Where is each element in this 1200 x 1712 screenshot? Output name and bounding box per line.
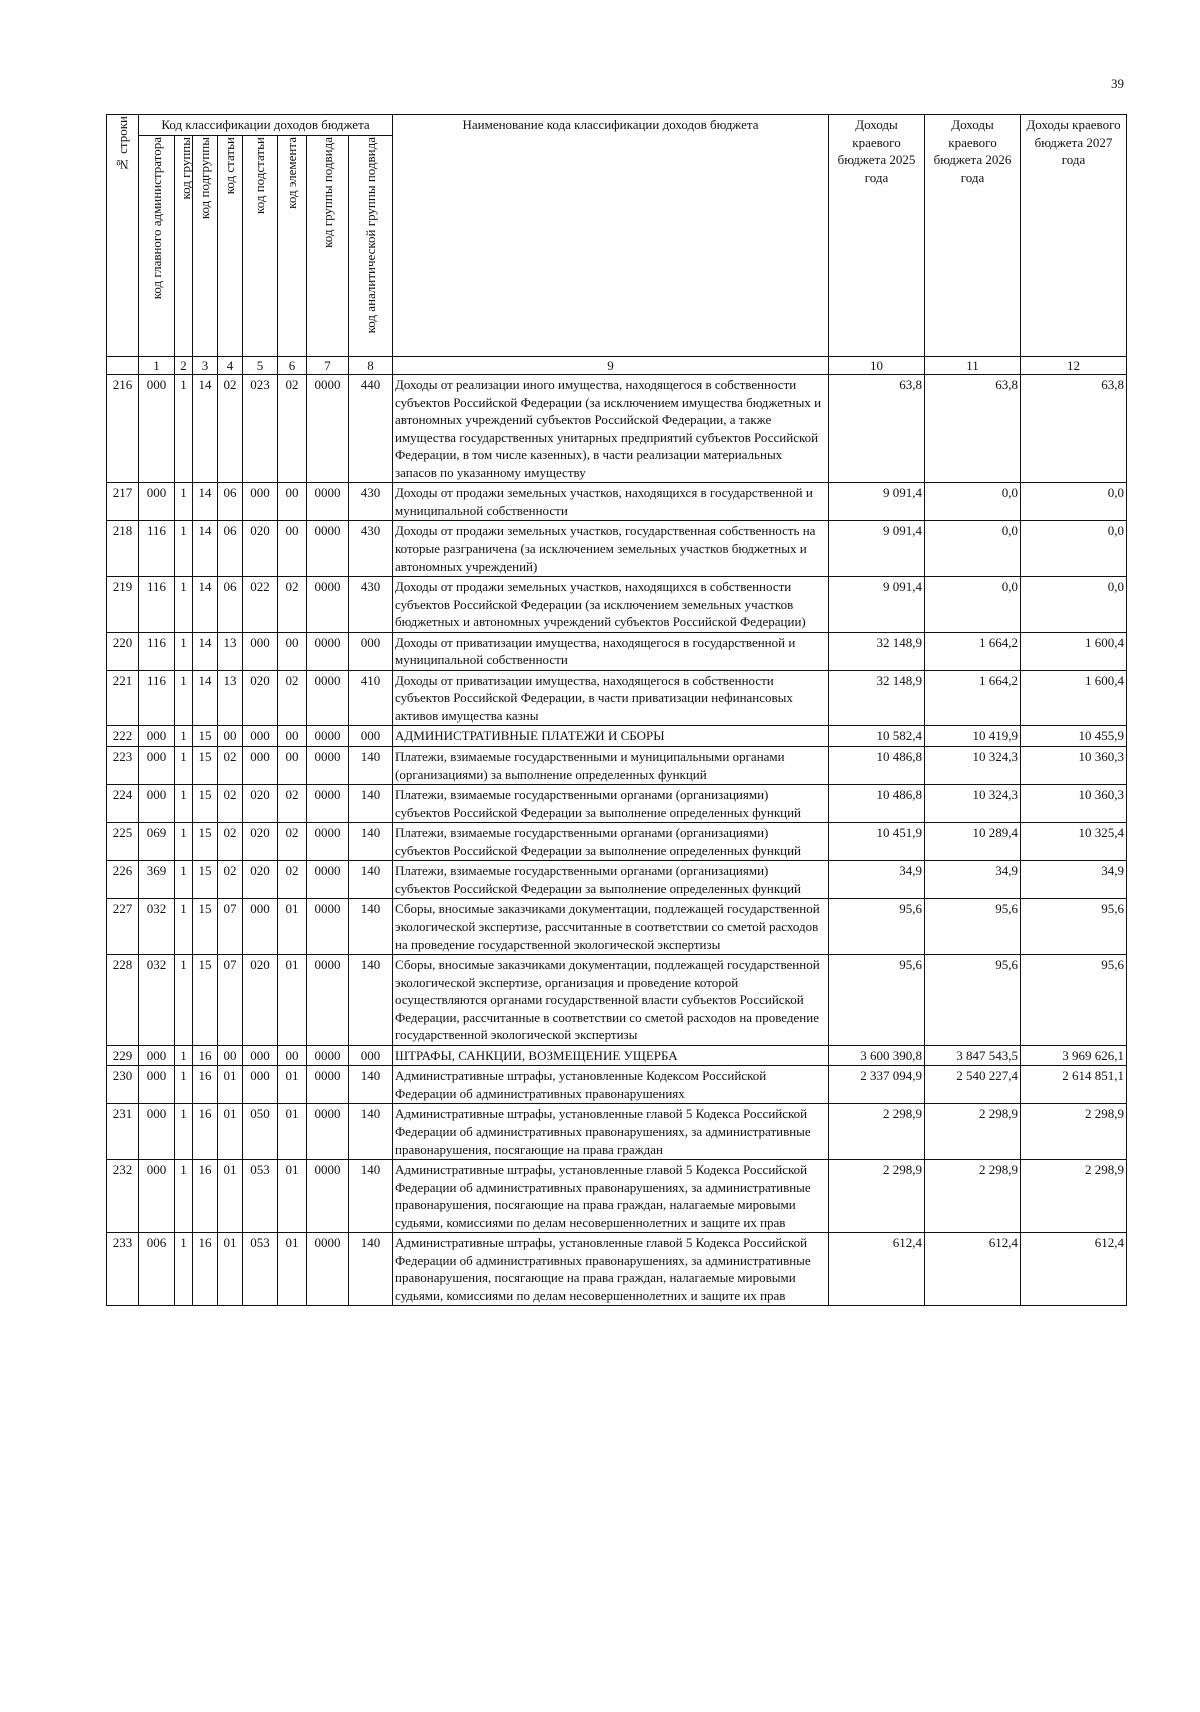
- income-2026: 95,6: [925, 955, 1021, 1046]
- subgroup-code: 16: [193, 1160, 218, 1233]
- subtype-group-code: 0000: [307, 483, 349, 521]
- subgroup-code: 14: [193, 521, 218, 577]
- element-code: 02: [278, 670, 307, 726]
- income-2025: 9 091,4: [829, 577, 925, 633]
- article-code: 07: [218, 955, 243, 1046]
- table-row: [107, 632, 1127, 670]
- header-analytic-group-code: код аналитической группы подвида: [349, 135, 393, 356]
- subarticle-code: 050: [243, 1104, 278, 1160]
- income-2027: 612,4: [1021, 1233, 1127, 1306]
- row-number: 232: [107, 1160, 139, 1233]
- element-code: 01: [278, 1233, 307, 1306]
- income-2025: 9 091,4: [829, 483, 925, 521]
- row-number: 219: [107, 577, 139, 633]
- admin-code: 032: [139, 955, 175, 1046]
- revenue-name: Платежи, взимаемые государственными и муниципальными органами (организациями) за выполнение определенных функций: [393, 747, 829, 785]
- subgroup-code: 15: [193, 899, 218, 955]
- group-code: 1: [175, 670, 193, 726]
- admin-code: 369: [139, 861, 175, 899]
- element-code: 01: [278, 1066, 307, 1104]
- income-2027: 95,6: [1021, 955, 1127, 1046]
- income-2026: 1 664,2: [925, 670, 1021, 726]
- income-2025: 32 148,9: [829, 632, 925, 670]
- article-code: 01: [218, 1233, 243, 1306]
- header-income-2027: Доходы краевого бюджета 2027 года: [1021, 115, 1127, 357]
- subarticle-code: 022: [243, 577, 278, 633]
- subarticle-code: 000: [243, 899, 278, 955]
- subarticle-code: 020: [243, 823, 278, 861]
- admin-code: 116: [139, 632, 175, 670]
- group-code: 1: [175, 955, 193, 1046]
- admin-code: 000: [139, 1045, 175, 1066]
- article-code: 01: [218, 1104, 243, 1160]
- income-2025: 95,6: [829, 955, 925, 1046]
- table-row: [107, 375, 1127, 483]
- analytic-group-code: 140: [349, 1104, 393, 1160]
- analytic-group-code: 000: [349, 726, 393, 747]
- income-2027: 95,6: [1021, 899, 1127, 955]
- row-number: 217: [107, 483, 139, 521]
- income-2025: 2 298,9: [829, 1104, 925, 1160]
- income-2026: 95,6: [925, 899, 1021, 955]
- subtype-group-code: 0000: [307, 785, 349, 823]
- subgroup-code: 14: [193, 670, 218, 726]
- revenue-name: Доходы от продажи земельных участков, государственная собственность на которые разграничена (за исключением земельных участков бюджетных и автономных учреждений): [393, 521, 829, 577]
- table-row: [107, 747, 1127, 785]
- revenue-name: Доходы от продажи земельных участков, находящихся в собственности субъектов Российской Федерации (за исключением земельных участков бюджетных и автономных учреждений субъектов Российской Федерации): [393, 577, 829, 633]
- subtype-group-code: 0000: [307, 726, 349, 747]
- row-number: 227: [107, 899, 139, 955]
- admin-code: 000: [139, 726, 175, 747]
- revenue-name: Платежи, взимаемые государственными органами (организациями) субъектов Российской Федерации за выполнение определенных функций: [393, 785, 829, 823]
- header-income-2026: Доходы краевого бюджета 2026 года: [925, 115, 1021, 357]
- column-number: 1: [139, 356, 175, 375]
- revenue-name: Административные штрафы, установленные главой 5 Кодекса Российской Федерации об административных правонарушениях, за административные правонарушения, посягающие на права граждан, налагаемые мировыми судьями, комиссиями по делам несовершеннолетних и защите их прав: [393, 1233, 829, 1306]
- table-row: [107, 1104, 1127, 1160]
- subarticle-code: 020: [243, 785, 278, 823]
- group-code: 1: [175, 861, 193, 899]
- subgroup-code: 16: [193, 1104, 218, 1160]
- admin-code: 116: [139, 521, 175, 577]
- table-row: [107, 726, 1127, 747]
- income-2025: 95,6: [829, 899, 925, 955]
- header-article-code: код статьи: [218, 135, 243, 356]
- analytic-group-code: 140: [349, 1160, 393, 1233]
- group-code: 1: [175, 726, 193, 747]
- income-2026: 10 419,9: [925, 726, 1021, 747]
- analytic-group-code: 140: [349, 1233, 393, 1306]
- element-code: 01: [278, 1160, 307, 1233]
- admin-code: 000: [139, 1104, 175, 1160]
- subtype-group-code: 0000: [307, 823, 349, 861]
- analytic-group-code: 140: [349, 1066, 393, 1104]
- subtype-group-code: 0000: [307, 861, 349, 899]
- element-code: 00: [278, 747, 307, 785]
- income-2027: 2 298,9: [1021, 1104, 1127, 1160]
- analytic-group-code: 140: [349, 861, 393, 899]
- income-2025: 10 486,8: [829, 747, 925, 785]
- subtype-group-code: 0000: [307, 1045, 349, 1066]
- article-code: 02: [218, 785, 243, 823]
- header-subarticle-code: код подстатьи: [243, 135, 278, 356]
- row-number: 228: [107, 955, 139, 1046]
- table-row: [107, 670, 1127, 726]
- income-2027: 1 600,4: [1021, 632, 1127, 670]
- column-number: 12: [1021, 356, 1127, 375]
- analytic-group-code: 440: [349, 375, 393, 483]
- analytic-group-code: 000: [349, 632, 393, 670]
- income-2027: 10 360,3: [1021, 785, 1127, 823]
- subgroup-code: 15: [193, 785, 218, 823]
- income-2027: 0,0: [1021, 521, 1127, 577]
- group-code: 1: [175, 1160, 193, 1233]
- table-row: [107, 1160, 1127, 1233]
- row-number: 220: [107, 632, 139, 670]
- column-number: [107, 356, 139, 375]
- group-code: 1: [175, 823, 193, 861]
- income-2025: 2 298,9: [829, 1160, 925, 1233]
- subarticle-code: 000: [243, 1066, 278, 1104]
- table-row: [107, 899, 1127, 955]
- income-2027: 3 969 626,1: [1021, 1045, 1127, 1066]
- header-admin-code: код главного администратора: [139, 135, 175, 356]
- row-number: 224: [107, 785, 139, 823]
- table-row: [107, 521, 1127, 577]
- income-2026: 10 324,3: [925, 747, 1021, 785]
- admin-code: 000: [139, 375, 175, 483]
- income-2026: 2 298,9: [925, 1104, 1021, 1160]
- subgroup-code: 16: [193, 1045, 218, 1066]
- header-group-code: код группы: [175, 135, 193, 356]
- subarticle-code: 020: [243, 955, 278, 1046]
- group-code: 1: [175, 1233, 193, 1306]
- subarticle-code: 000: [243, 747, 278, 785]
- table-row: [107, 1233, 1127, 1306]
- analytic-group-code: 430: [349, 521, 393, 577]
- row-number: 223: [107, 747, 139, 785]
- subgroup-code: 16: [193, 1233, 218, 1306]
- column-number: 5: [243, 356, 278, 375]
- row-number: 231: [107, 1104, 139, 1160]
- group-code: 1: [175, 1104, 193, 1160]
- header-subgroup-code: код подгруппы: [193, 135, 218, 356]
- row-number: 222: [107, 726, 139, 747]
- analytic-group-code: 000: [349, 1045, 393, 1066]
- column-number: 2: [175, 356, 193, 375]
- group-code: 1: [175, 1045, 193, 1066]
- income-2026: 612,4: [925, 1233, 1021, 1306]
- article-code: 02: [218, 375, 243, 483]
- article-code: 01: [218, 1160, 243, 1233]
- group-code: 1: [175, 521, 193, 577]
- article-code: 07: [218, 899, 243, 955]
- element-code: 02: [278, 577, 307, 633]
- income-2025: 63,8: [829, 375, 925, 483]
- element-code: 01: [278, 955, 307, 1046]
- admin-code: 000: [139, 483, 175, 521]
- revenue-name: Административные штрафы, установленные Кодексом Российской Федерации об административных правонарушениях: [393, 1066, 829, 1104]
- income-2026: 0,0: [925, 483, 1021, 521]
- subarticle-code: 020: [243, 670, 278, 726]
- income-2026: 1 664,2: [925, 632, 1021, 670]
- article-code: 00: [218, 726, 243, 747]
- revenue-name: Платежи, взимаемые государственными органами (организациями) субъектов Российской Федерации за выполнение определенных функций: [393, 861, 829, 899]
- element-code: 00: [278, 483, 307, 521]
- element-code: 02: [278, 785, 307, 823]
- subtype-group-code: 0000: [307, 670, 349, 726]
- group-code: 1: [175, 785, 193, 823]
- article-code: 06: [218, 577, 243, 633]
- income-2027: 1 600,4: [1021, 670, 1127, 726]
- subtype-group-code: 0000: [307, 577, 349, 633]
- income-2025: 32 148,9: [829, 670, 925, 726]
- income-2026: 2 298,9: [925, 1160, 1021, 1233]
- row-number: 233: [107, 1233, 139, 1306]
- row-number: 230: [107, 1066, 139, 1104]
- analytic-group-code: 430: [349, 577, 393, 633]
- income-2026: 10 324,3: [925, 785, 1021, 823]
- admin-code: 032: [139, 899, 175, 955]
- page-number: 39: [1111, 76, 1124, 91]
- income-2025: 10 582,4: [829, 726, 925, 747]
- income-2026: 2 540 227,4: [925, 1066, 1021, 1104]
- column-number: 7: [307, 356, 349, 375]
- revenue-name: Доходы от продажи земельных участков, находящихся в государственной и муниципальной собственности: [393, 483, 829, 521]
- income-2027: 10 360,3: [1021, 747, 1127, 785]
- header-income-2025: Доходы краевого бюджета 2025 года: [829, 115, 925, 357]
- subtype-group-code: 0000: [307, 747, 349, 785]
- group-code: 1: [175, 375, 193, 483]
- group-code: 1: [175, 483, 193, 521]
- element-code: 00: [278, 1045, 307, 1066]
- element-code: 01: [278, 1104, 307, 1160]
- article-code: 02: [218, 861, 243, 899]
- revenue-name: Доходы от приватизации имущества, находящегося в государственной и муниципальной собственности: [393, 632, 829, 670]
- table-row: [107, 823, 1127, 861]
- subtype-group-code: 0000: [307, 1066, 349, 1104]
- admin-code: 006: [139, 1233, 175, 1306]
- table-row: [107, 861, 1127, 899]
- table-row: [107, 577, 1127, 633]
- group-code: 1: [175, 1066, 193, 1104]
- subarticle-code: 020: [243, 861, 278, 899]
- column-number: 4: [218, 356, 243, 375]
- subgroup-code: 14: [193, 577, 218, 633]
- column-number: 9: [393, 356, 829, 375]
- subtype-group-code: 0000: [307, 1233, 349, 1306]
- income-2027: 10 325,4: [1021, 823, 1127, 861]
- revenue-name: Доходы от реализации иного имущества, находящегося в собственности субъектов Российской Федерации (за исключением имущества бюджетных и автономных учреждений субъектов Российской Федерации, а также имущества государственных унитарных предприятий субъектов Российской Федерации, в том числе казенных), в части реализации материальных запасов по указанному имуществу: [393, 375, 829, 483]
- article-code: 06: [218, 483, 243, 521]
- income-2027: 2 298,9: [1021, 1160, 1127, 1233]
- subtype-group-code: 0000: [307, 632, 349, 670]
- admin-code: 116: [139, 670, 175, 726]
- analytic-group-code: 140: [349, 955, 393, 1046]
- table-row: [107, 483, 1127, 521]
- column-number: 11: [925, 356, 1021, 375]
- admin-code: 000: [139, 1160, 175, 1233]
- revenue-table: [106, 114, 1127, 1306]
- subarticle-code: 000: [243, 483, 278, 521]
- income-2026: 34,9: [925, 861, 1021, 899]
- subtype-group-code: 0000: [307, 899, 349, 955]
- admin-code: 069: [139, 823, 175, 861]
- table-row: [107, 1066, 1127, 1104]
- income-2025: 10 451,9: [829, 823, 925, 861]
- analytic-group-code: 140: [349, 899, 393, 955]
- row-number: 226: [107, 861, 139, 899]
- column-number: 3: [193, 356, 218, 375]
- revenue-name: Административные штрафы, установленные главой 5 Кодекса Российской Федерации об административных правонарушениях, за административные правонарушения, посягающие на права граждан: [393, 1104, 829, 1160]
- income-2027: 10 455,9: [1021, 726, 1127, 747]
- analytic-group-code: 410: [349, 670, 393, 726]
- subgroup-code: 14: [193, 632, 218, 670]
- subgroup-code: 14: [193, 483, 218, 521]
- admin-code: 000: [139, 1066, 175, 1104]
- subgroup-code: 15: [193, 747, 218, 785]
- subarticle-code: 000: [243, 1045, 278, 1066]
- income-2026: 0,0: [925, 521, 1021, 577]
- row-number: 216: [107, 375, 139, 483]
- element-code: 00: [278, 632, 307, 670]
- article-code: 02: [218, 823, 243, 861]
- column-number: 6: [278, 356, 307, 375]
- income-2025: 9 091,4: [829, 521, 925, 577]
- analytic-group-code: 140: [349, 823, 393, 861]
- subtype-group-code: 0000: [307, 375, 349, 483]
- row-number: 218: [107, 521, 139, 577]
- subgroup-code: 15: [193, 823, 218, 861]
- table-row: [107, 785, 1127, 823]
- article-code: 13: [218, 632, 243, 670]
- income-2025: 34,9: [829, 861, 925, 899]
- revenue-name: Платежи, взимаемые государственными органами (организациями) субъектов Российской Федерации за выполнение определенных функций: [393, 823, 829, 861]
- header-row-number: № строки: [107, 115, 139, 357]
- element-code: 02: [278, 861, 307, 899]
- income-2026: 3 847 543,5: [925, 1045, 1021, 1066]
- income-2025: 10 486,8: [829, 785, 925, 823]
- subtype-group-code: 0000: [307, 521, 349, 577]
- table-row: [107, 955, 1127, 1046]
- article-code: 00: [218, 1045, 243, 1066]
- group-code: 1: [175, 747, 193, 785]
- header-subtype-group-code: код группы подвида: [307, 135, 349, 356]
- income-2027: 0,0: [1021, 577, 1127, 633]
- article-code: 02: [218, 747, 243, 785]
- element-code: 01: [278, 899, 307, 955]
- article-code: 06: [218, 521, 243, 577]
- column-number-row: [107, 356, 1127, 375]
- subgroup-code: 16: [193, 1066, 218, 1104]
- subarticle-code: 053: [243, 1233, 278, 1306]
- income-2025: 2 337 094,9: [829, 1066, 925, 1104]
- element-code: 02: [278, 823, 307, 861]
- revenue-name: ШТРАФЫ, САНКЦИИ, ВОЗМЕЩЕНИЕ УЩЕРБА: [393, 1045, 829, 1066]
- table-row: [107, 1045, 1127, 1066]
- element-code: 02: [278, 375, 307, 483]
- row-number: 229: [107, 1045, 139, 1066]
- group-code: 1: [175, 577, 193, 633]
- subarticle-code: 000: [243, 726, 278, 747]
- column-number: 8: [349, 356, 393, 375]
- subtype-group-code: 0000: [307, 1104, 349, 1160]
- column-number: 10: [829, 356, 925, 375]
- income-2025: 612,4: [829, 1233, 925, 1306]
- income-2027: 2 614 851,1: [1021, 1066, 1127, 1104]
- header-name: Наименование кода классификации доходов бюджета: [393, 115, 829, 357]
- income-2026: 10 289,4: [925, 823, 1021, 861]
- admin-code: 000: [139, 747, 175, 785]
- row-number: 221: [107, 670, 139, 726]
- article-code: 13: [218, 670, 243, 726]
- element-code: 00: [278, 726, 307, 747]
- income-2026: 0,0: [925, 577, 1021, 633]
- subarticle-code: 053: [243, 1160, 278, 1233]
- subarticle-code: 023: [243, 375, 278, 483]
- revenue-name: Сборы, вносимые заказчиками документации, подлежащей государственной экологической экспертизе, рассчитанные в соответствии со сметой расходов на проведение государственной экологической экспертизы: [393, 899, 829, 955]
- revenue-name: Доходы от приватизации имущества, находящегося в собственности субъектов Российской Федерации, в части приватизации нефинансовых активов имущества казны: [393, 670, 829, 726]
- subtype-group-code: 0000: [307, 955, 349, 1046]
- row-number: 225: [107, 823, 139, 861]
- subgroup-code: 15: [193, 861, 218, 899]
- revenue-name: АДМИНИСТРАТИВНЫЕ ПЛАТЕЖИ И СБОРЫ: [393, 726, 829, 747]
- article-code: 01: [218, 1066, 243, 1104]
- admin-code: 116: [139, 577, 175, 633]
- income-2027: 34,9: [1021, 861, 1127, 899]
- header-element-code: код элемента: [278, 135, 307, 356]
- subgroup-code: 15: [193, 955, 218, 1046]
- element-code: 00: [278, 521, 307, 577]
- group-code: 1: [175, 899, 193, 955]
- income-2025: 3 600 390,8: [829, 1045, 925, 1066]
- analytic-group-code: 140: [349, 785, 393, 823]
- subtype-group-code: 0000: [307, 1160, 349, 1233]
- admin-code: 000: [139, 785, 175, 823]
- subgroup-code: 15: [193, 726, 218, 747]
- analytic-group-code: 430: [349, 483, 393, 521]
- subarticle-code: 020: [243, 521, 278, 577]
- income-2026: 63,8: [925, 375, 1021, 483]
- analytic-group-code: 140: [349, 747, 393, 785]
- revenue-name: Административные штрафы, установленные главой 5 Кодекса Российской Федерации об административных правонарушениях, за административные правонарушения, посягающие на права граждан, налагаемые мировыми судьями, комиссиями по делам несовершеннолетних и защите их прав: [393, 1160, 829, 1233]
- income-2027: 63,8: [1021, 375, 1127, 483]
- header-classification-code: Код классификации доходов бюджета: [139, 115, 393, 136]
- revenue-name: Сборы, вносимые заказчиками документации, подлежащей государственной экологической экспертизе, организация и проведение которой осуществляются органами государственной власти субъектов Российской Федерации, рассчитанные в соответствии со сметой расходов на проведение государственной экологической экспертизы: [393, 955, 829, 1046]
- subgroup-code: 14: [193, 375, 218, 483]
- income-2027: 0,0: [1021, 483, 1127, 521]
- group-code: 1: [175, 632, 193, 670]
- subarticle-code: 000: [243, 632, 278, 670]
